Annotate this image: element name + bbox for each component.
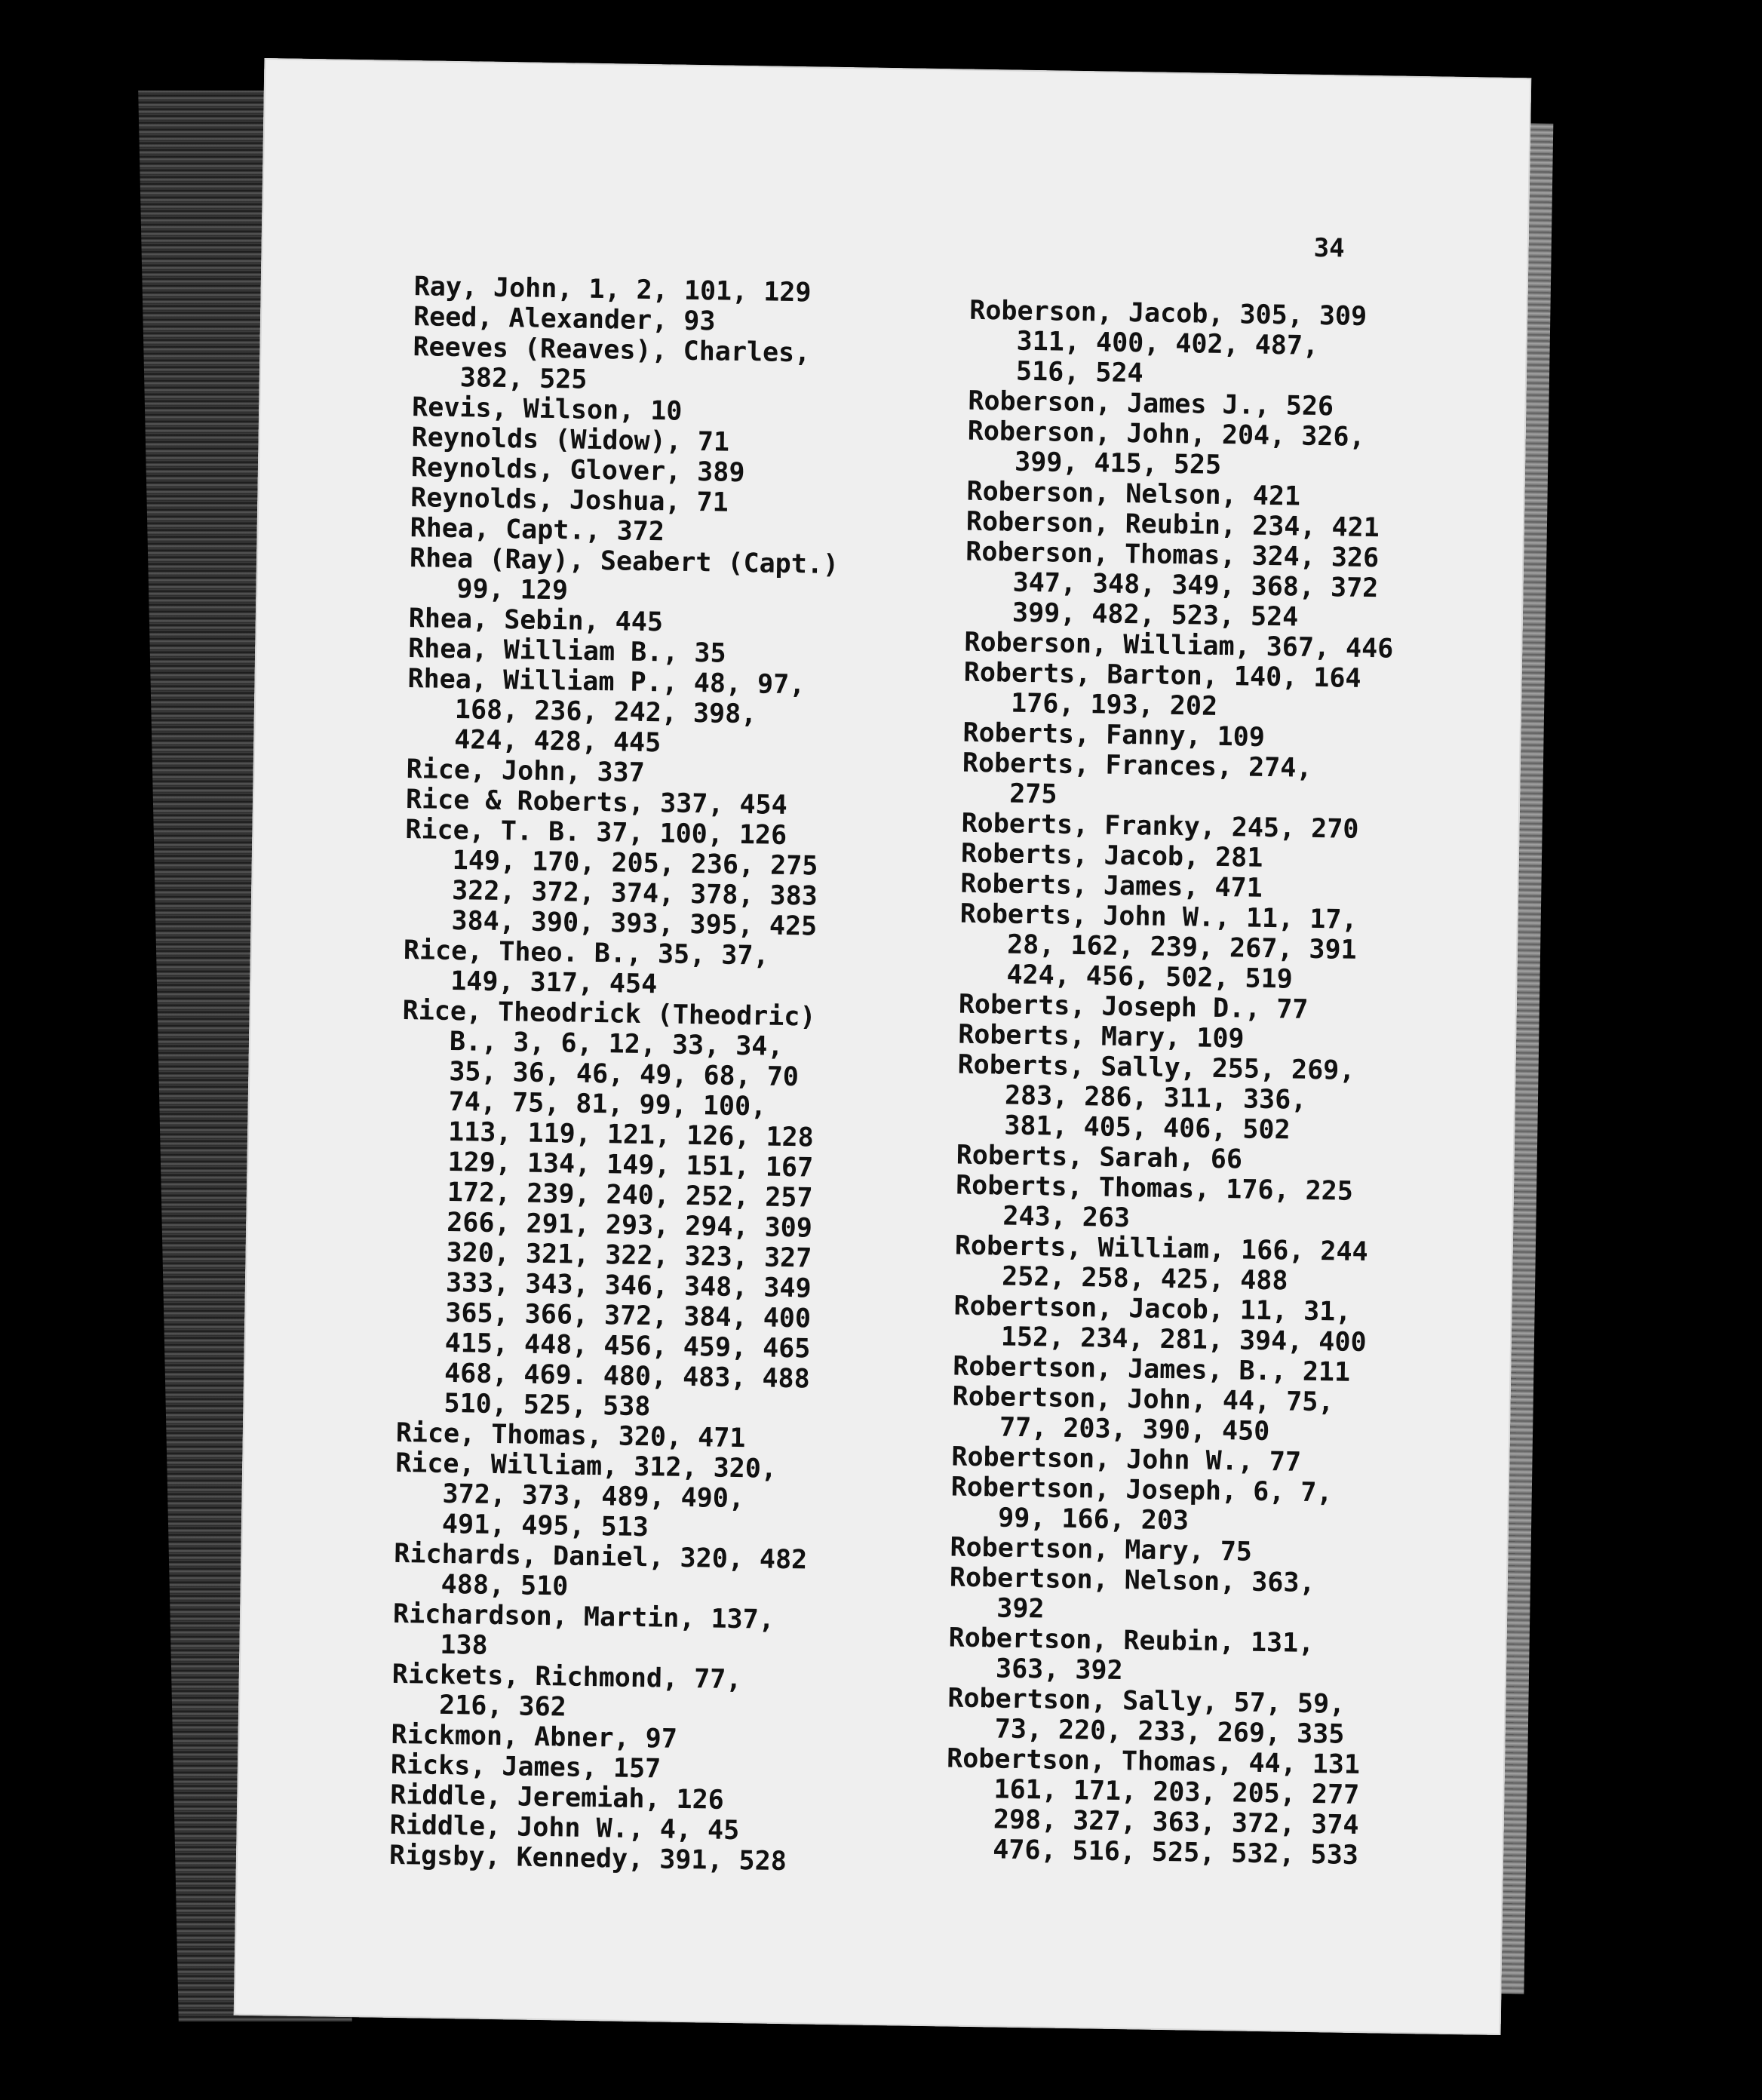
index-continuation-line: 216, 362	[438, 1690, 567, 1723]
index-entry-line: Roberson, James J., 526	[968, 385, 1334, 422]
index-entry-line: Roberts, James, 471	[960, 868, 1263, 904]
index-entry-line: Rice & Roberts, 337, 454	[405, 784, 788, 821]
index-continuation-line: 35, 36, 46, 49, 68, 70	[449, 1056, 800, 1093]
index-entry-line: Roberson, Jacob, 305, 309	[969, 295, 1368, 332]
index-entry-line: Roberson, Thomas, 324, 326	[965, 536, 1380, 574]
index-continuation-line: 266, 291, 293, 294, 309	[446, 1207, 813, 1244]
index-entry-line: Rice, John, 337	[406, 754, 646, 789]
index-entry-line: Roberts, Jacob, 281	[960, 838, 1263, 873]
index-entry-line: Robertson, Sally, 57, 59,	[947, 1683, 1346, 1720]
index-entry-line: Reynolds (Widow), 71	[411, 422, 730, 458]
index-continuation-line: 311, 400, 402, 487,	[1016, 326, 1319, 361]
index-entry-line: Roberts, Franky, 245, 270	[961, 808, 1359, 845]
index-continuation-line: 99, 129	[456, 574, 569, 606]
index-continuation-line: 275	[1008, 778, 1058, 810]
index-entry-line: Riddle, John W., 4, 45	[389, 1810, 740, 1847]
index-continuation-line: 510, 525, 538	[444, 1388, 651, 1423]
index-entry-line: Rhea (Ray), Seabert (Capt.)	[409, 543, 840, 581]
index-column-left	[389, 272, 843, 1877]
index-entry-line: Richardson, Martin, 137,	[392, 1598, 775, 1635]
index-entry-line: Reeves (Reaves), Charles,	[413, 332, 811, 369]
index-continuation-line: 488, 510	[440, 1569, 569, 1602]
index-continuation-line: 172, 239, 240, 252, 257	[447, 1177, 813, 1214]
index-continuation-line: 491, 495, 513	[441, 1509, 649, 1543]
index-continuation-line: 347, 348, 349, 368, 372	[1012, 567, 1379, 604]
index-continuation-line: 516, 524	[1015, 356, 1143, 389]
index-continuation-line: 283, 286, 311, 336,	[1004, 1080, 1307, 1116]
index-entry-line: Robertson, Reubin, 131,	[948, 1623, 1315, 1659]
index-entry-line: Rickmon, Abner, 97	[391, 1719, 678, 1755]
index-entry-line: Roberts, John W., 11, 17,	[959, 898, 1358, 935]
index-continuation-line: 322, 372, 374, 378, 383	[451, 876, 818, 912]
index-entry-line: Richards, Daniel, 320, 482	[394, 1538, 808, 1576]
index-entry-line: Rhea, Capt., 372	[410, 513, 665, 548]
index-entry-line: Robertson, Thomas, 44, 131	[946, 1743, 1361, 1781]
index-entry-line: Rice, Theodrick (Theodric)	[402, 996, 816, 1033]
index-column-right	[945, 296, 1399, 1871]
index-entry-line: Rhea, Sebin, 445	[408, 603, 664, 638]
index-continuation-line: 149, 317, 454	[450, 966, 658, 1000]
index-entry-line: Rickets, Richmond, 77,	[391, 1659, 742, 1696]
index-entry-line: Robertson, Joseph, 6, 7,	[950, 1472, 1333, 1509]
index-entry-line: Roberts, Frances, 274,	[962, 748, 1312, 784]
index-entry-line: Ray, John, 1, 2, 101, 129	[413, 272, 812, 309]
index-continuation-line: 476, 516, 525, 532, 533	[992, 1834, 1359, 1871]
index-entry-line: Rhea, William P., 48, 97,	[407, 664, 806, 701]
page-edge-shadow	[1501, 123, 1553, 1994]
index-continuation-line: 152, 234, 281, 394, 400	[1000, 1322, 1367, 1359]
index-entry-line: Robertson, Nelson, 363,	[949, 1562, 1315, 1599]
index-entry-line: Robertson, Mary, 75	[950, 1532, 1253, 1567]
index-continuation-line: 363, 392	[995, 1653, 1123, 1687]
index-continuation-line: 161, 171, 203, 205, 277	[993, 1774, 1360, 1811]
index-continuation-line: 252, 258, 425, 488	[1001, 1261, 1288, 1297]
index-entry-line: Roberts, William, 166, 244	[954, 1230, 1368, 1268]
index-continuation-line: 138	[440, 1629, 488, 1661]
index-continuation-line: 333, 343, 346, 348, 349	[445, 1267, 812, 1304]
index-entry-line: Rice, Thomas, 320, 471	[395, 1417, 746, 1454]
index-entry-line: Robertson, James, B., 211	[953, 1351, 1351, 1388]
index-entry-line: Reynolds, Glover, 389	[410, 453, 745, 489]
index-entry-line: Robertson, John W., 77	[951, 1441, 1302, 1478]
index-continuation-line: 320, 321, 322, 323, 327	[446, 1237, 812, 1274]
page-number: 34	[1313, 232, 1345, 264]
index-continuation-line: 77, 203, 390, 450	[999, 1412, 1270, 1448]
index-continuation-line: 399, 415, 525	[1014, 447, 1222, 480]
index-continuation-line: 382, 525	[459, 363, 588, 395]
index-continuation-line: 415, 448, 456, 459, 465	[444, 1328, 811, 1365]
index-continuation-line: 28, 162, 239, 267, 391	[1006, 929, 1357, 966]
index-entry-line: Roberts, Joseph D., 77	[958, 989, 1309, 1025]
index-continuation-line: 365, 366, 372, 384, 400	[445, 1297, 812, 1334]
index-entry-line: Rice, William, 312, 320,	[394, 1448, 778, 1484]
index-entry-line: Reynolds, Joshua, 71	[410, 483, 729, 518]
index-entry-line: Roberts, Mary, 109	[957, 1019, 1245, 1055]
index-continuation-line: 392	[996, 1593, 1045, 1625]
index-entry-line: Rigsby, Kennedy, 391, 528	[388, 1840, 787, 1877]
index-entry-line: Revis, Wilson, 10	[411, 392, 683, 427]
index-entry-line: Roberts, Fanny, 109	[962, 717, 1266, 753]
index-entry-line: Rice, T. B. 37, 100, 126	[405, 815, 787, 851]
index-continuation-line: 381, 405, 406, 502	[1004, 1110, 1291, 1146]
index-entry-line: Roberts, Thomas, 176, 225	[955, 1170, 1354, 1207]
index-entry-line: Roberson, Reubin, 234, 421	[965, 506, 1380, 544]
index-continuation-line: B., 3, 6, 12, 33, 34,	[449, 1026, 784, 1062]
index-entry-line: Roberts, Barton, 140, 164	[963, 657, 1361, 694]
index-continuation-line: 73, 220, 233, 269, 335	[994, 1714, 1345, 1750]
index-continuation-line: 129, 134, 149, 151, 167	[447, 1147, 814, 1184]
index-continuation-line: 424, 456, 502, 519	[1006, 959, 1294, 995]
index-entry-line: Riddle, Jeremiah, 126	[390, 1779, 725, 1816]
index-continuation-line: 298, 327, 363, 372, 374	[993, 1804, 1359, 1841]
index-continuation-line: 176, 193, 202	[1010, 688, 1218, 722]
index-continuation-line: 74, 75, 81, 99, 100,	[448, 1086, 767, 1122]
index-continuation-line: 399, 482, 523, 524	[1011, 597, 1299, 633]
index-continuation-line: 468, 469. 480, 483, 488	[444, 1358, 811, 1395]
index-entry-line: Rice, Theo. B., 35, 37,	[403, 935, 769, 972]
index-entry-line: Roberson, Nelson, 421	[966, 476, 1301, 512]
index-entry-line: Reed, Alexander, 93	[413, 302, 716, 337]
index-continuation-line: 243, 263	[1002, 1201, 1131, 1234]
index-entry-line: Robertson, Jacob, 11, 31,	[953, 1291, 1352, 1328]
index-entry-line: Roberts, Sally, 255, 269,	[957, 1049, 1355, 1086]
index-entry-line: Roberson, John, 204, 326,	[967, 416, 1365, 453]
index-entry-line: Roberts, Sarah, 66	[956, 1140, 1243, 1175]
index-entry-line: Roberson, William, 367, 446	[964, 627, 1394, 665]
document-page	[234, 58, 1532, 2035]
index-entry-line: Robertson, John, 44, 75,	[952, 1381, 1334, 1418]
index-continuation-line: 424, 428, 445	[454, 725, 662, 759]
index-continuation-line: 99, 166, 203	[997, 1503, 1190, 1537]
index-continuation-line: 372, 373, 489, 490,	[442, 1478, 745, 1515]
index-entry-line: Rhea, William B., 35	[407, 634, 726, 669]
index-entry-line: Ricks, James, 157	[390, 1749, 662, 1785]
index-continuation-line: 113, 119, 121, 126, 128	[447, 1116, 815, 1153]
index-continuation-line: 384, 390, 393, 395, 425	[451, 906, 818, 942]
index-continuation-line: 168, 236, 242, 398,	[454, 695, 757, 730]
index-continuation-line: 149, 170, 205, 236, 275	[452, 846, 818, 882]
